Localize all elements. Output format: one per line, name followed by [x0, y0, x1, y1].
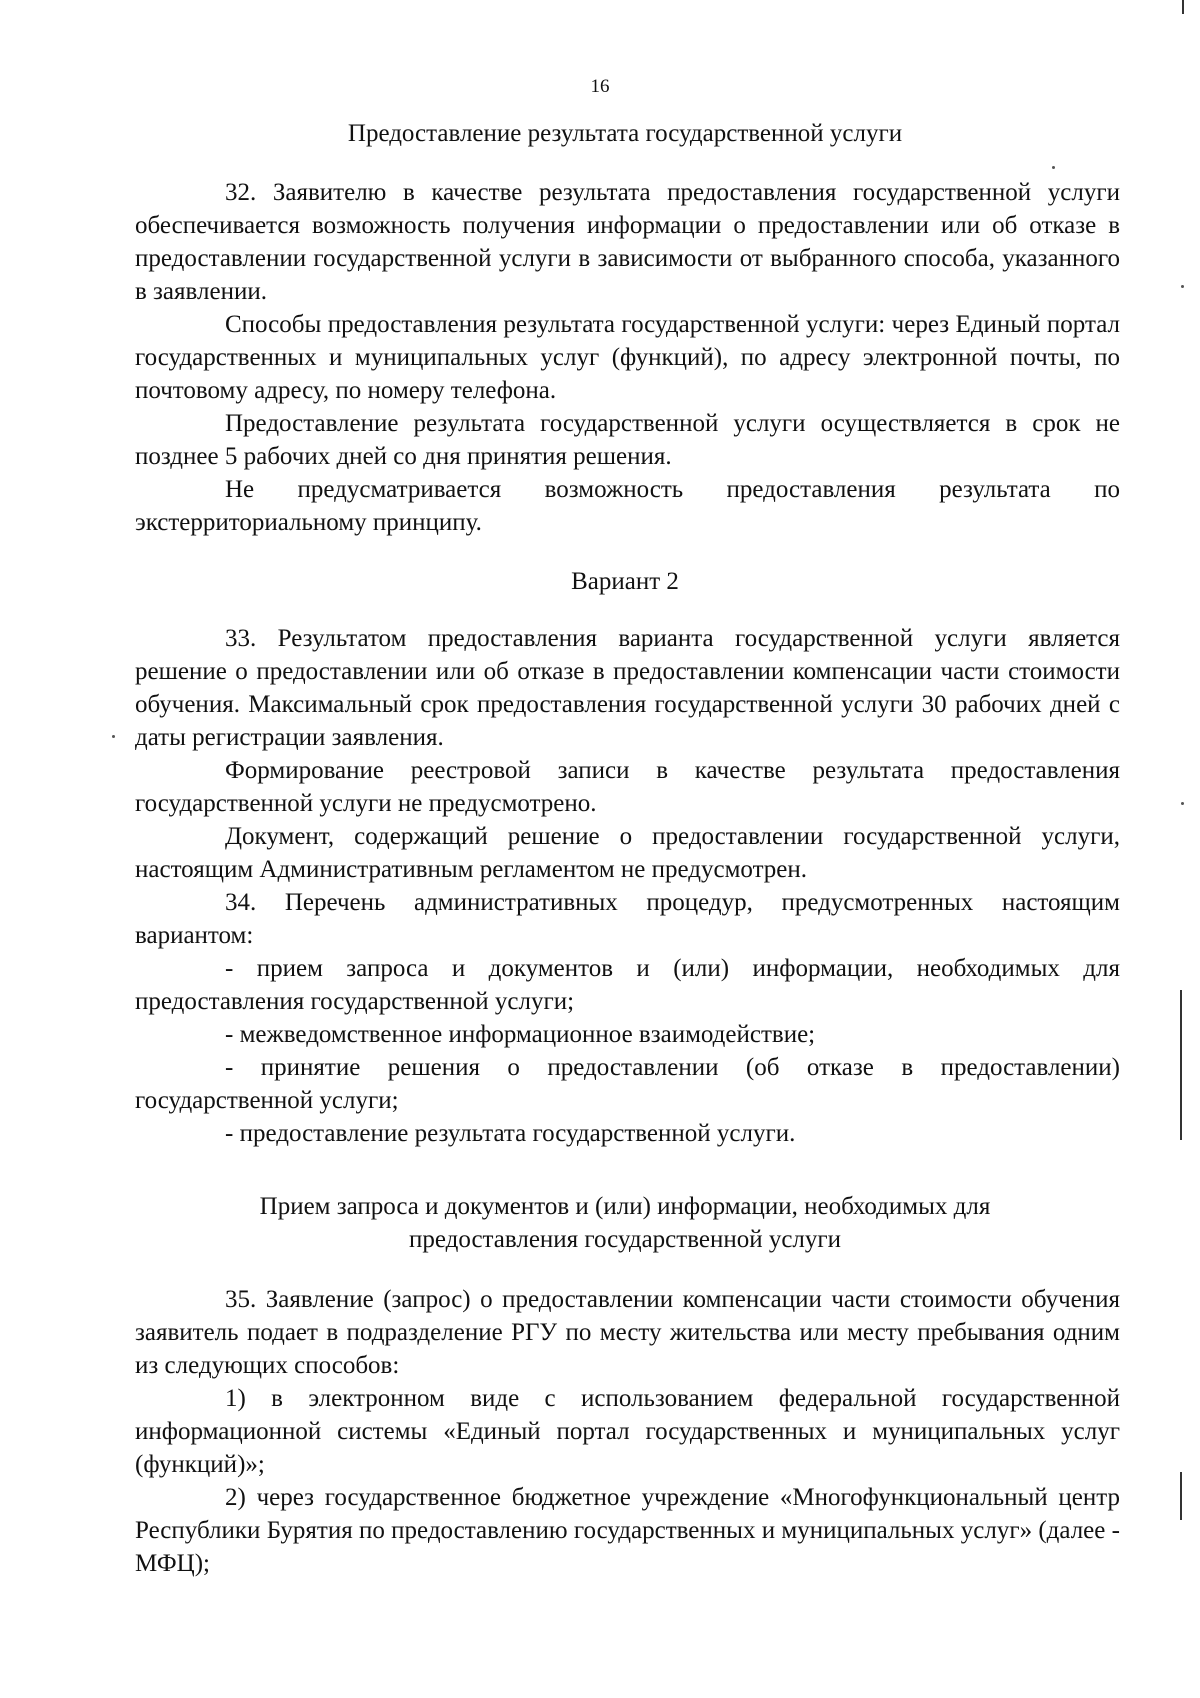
paragraph-33-2: Формирование реестровой записи в качестве результата предоставления государственной услуги не предусмотрено.	[135, 757, 1120, 817]
scan-speck	[1052, 166, 1055, 169]
scan-margin-mark	[1180, 1472, 1182, 1520]
section-heading-variant: Вариант 2	[571, 568, 679, 595]
section-heading-reception-line2: предоставления государственной услуги	[408, 1226, 842, 1253]
paragraph-34-1: 34. Перечень административных процедур, предусмотренных настоящим вариантом:	[135, 889, 1120, 949]
paragraph-33-3: Документ, содержащий решение о предоставлении государственной услуги, настоящим Административным регламентом не предусмотрен.	[135, 823, 1120, 883]
paragraph-34-5: - предоставление результата государственной услуги.	[225, 1120, 796, 1147]
paragraph-34-3: - межведомственное информационное взаимодействие;	[225, 1021, 816, 1048]
paragraph-35-3: 2) через государственное бюджетное учреждение «Многофункциональный центр Республики Бурятия по предоставлению государственных и муниципальных услуг» (далее - МФЦ);	[135, 1484, 1120, 1577]
paragraph-33-1: 33. Результатом предоставления варианта государственной услуги является решение о предоставлении или об отказе в предоставлении компенсации части стоимости обучения. Максимальный срок предоставления государственной услуги 30 рабочих дней с даты регистрации заявления.	[135, 625, 1120, 751]
paragraph-32-4: Не предусматривается возможность предоставления результата по экстерриториальному принципу.	[135, 476, 1120, 536]
paragraph-34-4: - принятие решения о предоставлении (об отказе в предоставлении) государственной услуги;	[135, 1054, 1120, 1114]
paragraph-32-3: Предоставление результата государственной услуги осуществляется в срок не позднее 5 рабочих дней со дня принятия решения.	[135, 410, 1120, 470]
page-number: 16	[590, 76, 610, 97]
paragraph-32-1: 32. Заявителю в качестве результата предоставления государственной услуги обеспечивается возможность получения информации о предоставлении или об отказе в предоставлении государственной услуги в зависимости от выбранного способа, указанного в заявлении.	[135, 179, 1120, 305]
paragraph-34-2: - прием запроса и документов и (или) информации, необходимых для предоставления государственной услуги;	[135, 955, 1120, 1015]
section-heading-reception-line1: Прием запроса и документов и (или) информации, необходимых для	[259, 1193, 991, 1220]
paragraph-35-2: 1) в электронном виде с использованием федеральной государственной информационной системы «Единый портал государственных и муниципальных услуг (функций)»;	[135, 1385, 1120, 1478]
scan-margin-mark	[1182, 0, 1184, 14]
scan-speck	[1181, 285, 1184, 288]
paragraph-32-2: Способы предоставления результата государственной услуги: через Единый портал государственных и муниципальных услуг (функций), по адресу электронной почты, по почтовому адресу, по номеру телефона.	[135, 311, 1120, 404]
paragraph-35-1: 35. Заявление (запрос) о предоставлении компенсации части стоимости обучения заявитель подает в подразделение РГУ по месту жительства или месту пребывания одним из следующих способов:	[135, 1286, 1120, 1379]
scan-speck	[1181, 802, 1184, 805]
section-heading-result: Предоставление результата государственной услуги	[347, 120, 903, 147]
scan-speck	[112, 735, 115, 738]
scan-margin-mark	[1180, 990, 1182, 1140]
